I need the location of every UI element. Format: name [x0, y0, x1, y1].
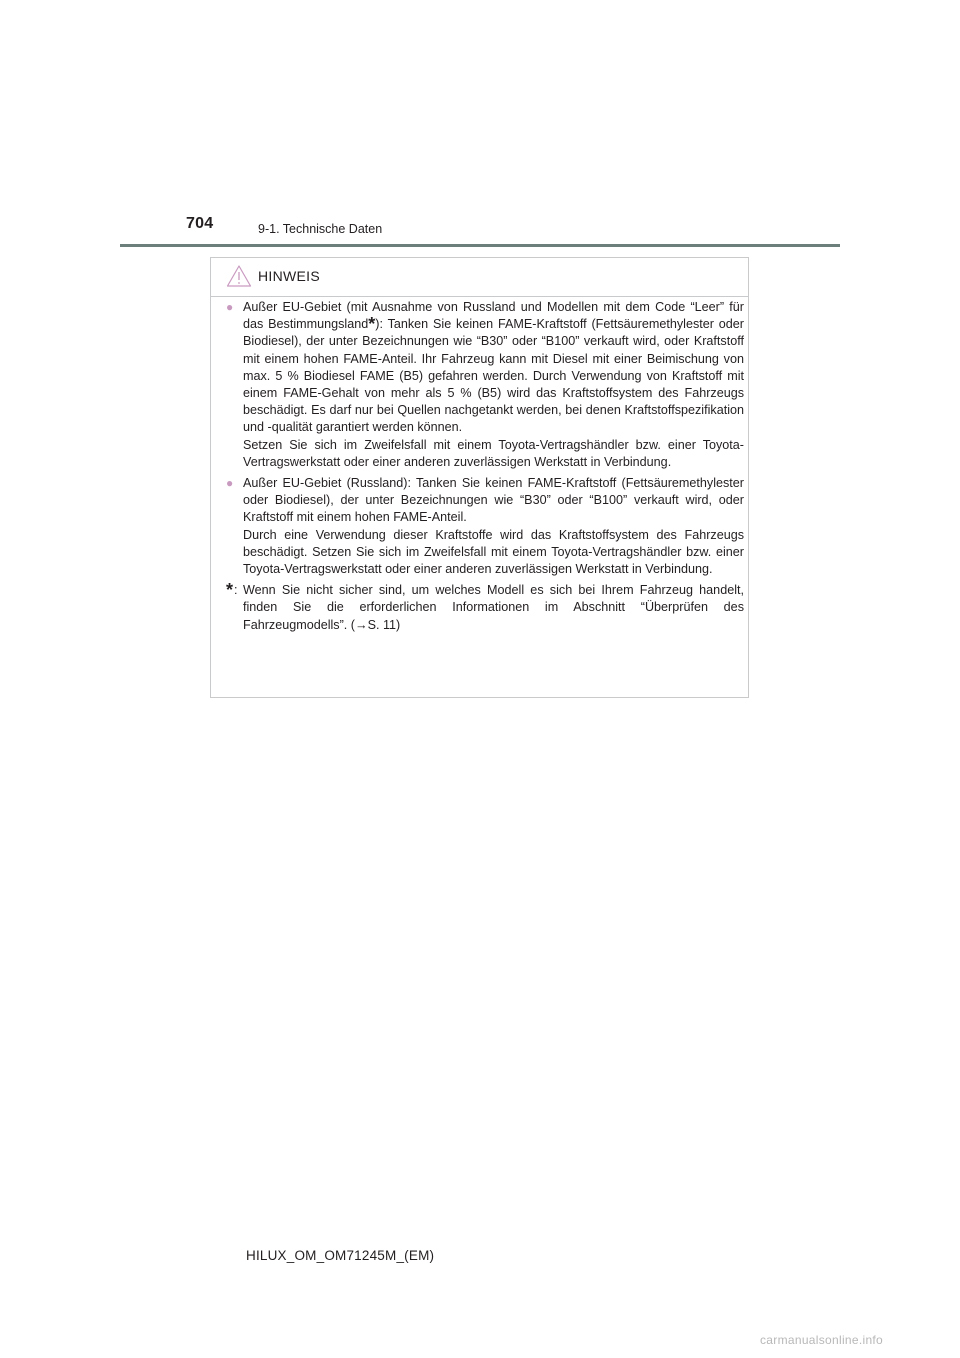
- footnote: [226, 582, 744, 634]
- bullet-1-text-b: ): Tanken Sie keinen FAME-Kraftstoff (Fettsäuremethylester oder Biodiesel), der unter Bezeichnungen wie “B30” oder “B100” verkauft wird, oder Kraftstoff mit einem hohen FAME-Anteil. Ihr Fahrzeug kann mit Diesel mit einer Beimischung von max. 5 % Biodiesel FAME (B5) gefahren werden. Durch Verwendung von Kraftstoff mit einem FAME-Gehalt von mehr als 5 % (B5) wird das Kraftstoffsystem des Fahrzeugs beschädigt. Es darf nur bei Quellen nachgetankt werden, bei denen Kraftstoffspezifikation und -qualität garantiert werden können.: [243, 317, 745, 435]
- header-rule: [120, 244, 840, 247]
- page-number: 704: [186, 215, 214, 232]
- section-title: 9-1. Technische Daten: [258, 222, 383, 236]
- footer-doc-code: HILUX_OM_OM71245M_(EM): [246, 1248, 435, 1263]
- notice-title: HINWEIS: [258, 268, 320, 284]
- bullet-1-text-a: Außer EU-Gebiet (mit Ausnahme von Russland und Modellen mit dem Code “Leer” für das Bestimmungsland: [243, 300, 744, 332]
- footnote-colon: :: [234, 583, 238, 598]
- bullet-2-paragraph-1: Außer EU-Gebiet (Russland): Tanken Sie keinen FAME-Kraftstoff (Fettsäuremethylester oder Biodiesel), der unter Bezeichnungen wie “B30” oder “B100” verkauft wird, oder Kraftstoff mit einem hohen FAME-Anteil.: [243, 476, 744, 525]
- notice-box: [210, 257, 749, 698]
- bullet-dot-icon: ●: [226, 300, 234, 314]
- footnote-mark: *: [226, 580, 234, 601]
- notice-body: [226, 299, 744, 634]
- bullet-2-paragraph-2: Durch eine Verwendung dieser Kraftstoffe wird das Kraftstoffsystem des Fahrzeugs beschädigt. Setzen Sie sich im Zweifelsfall mit einem Toyota-Vertragshändler bzw. einer Toyota-Vertragswerkstatt oder einer anderen zuverlässigen Werkstatt in Verbindung.: [243, 527, 744, 577]
- footnote-text: Wenn Sie nicht sicher sind, um welches Modell es sich bei Ihrem Fahrzeug handelt, finden Sie die erforderlichen Informationen im Abschnitt “Überprüfen des Fahrzeugmodells”. (→S. 11): [243, 583, 744, 632]
- notice-header: [226, 264, 320, 288]
- notice-divider: [211, 296, 748, 297]
- bullet-item-2: [226, 475, 744, 578]
- watermark: carmanualsonline.info: [760, 1333, 884, 1347]
- bullet-1-paragraph-2: Setzen Sie sich im Zweifelsfall mit einem Toyota-Vertragshändler bzw. einer Toyota-Vertragswerkstatt oder einer anderen zuverlässigen Werkstatt in Verbindung.: [243, 437, 744, 469]
- bullet-1-paragraph-1: [243, 299, 744, 437]
- bullet-dot-icon: ●: [226, 476, 234, 491]
- warning-triangle-icon: [226, 264, 252, 288]
- footnote-reference-mark: *: [368, 314, 376, 335]
- bullet-item-1: [226, 299, 744, 471]
